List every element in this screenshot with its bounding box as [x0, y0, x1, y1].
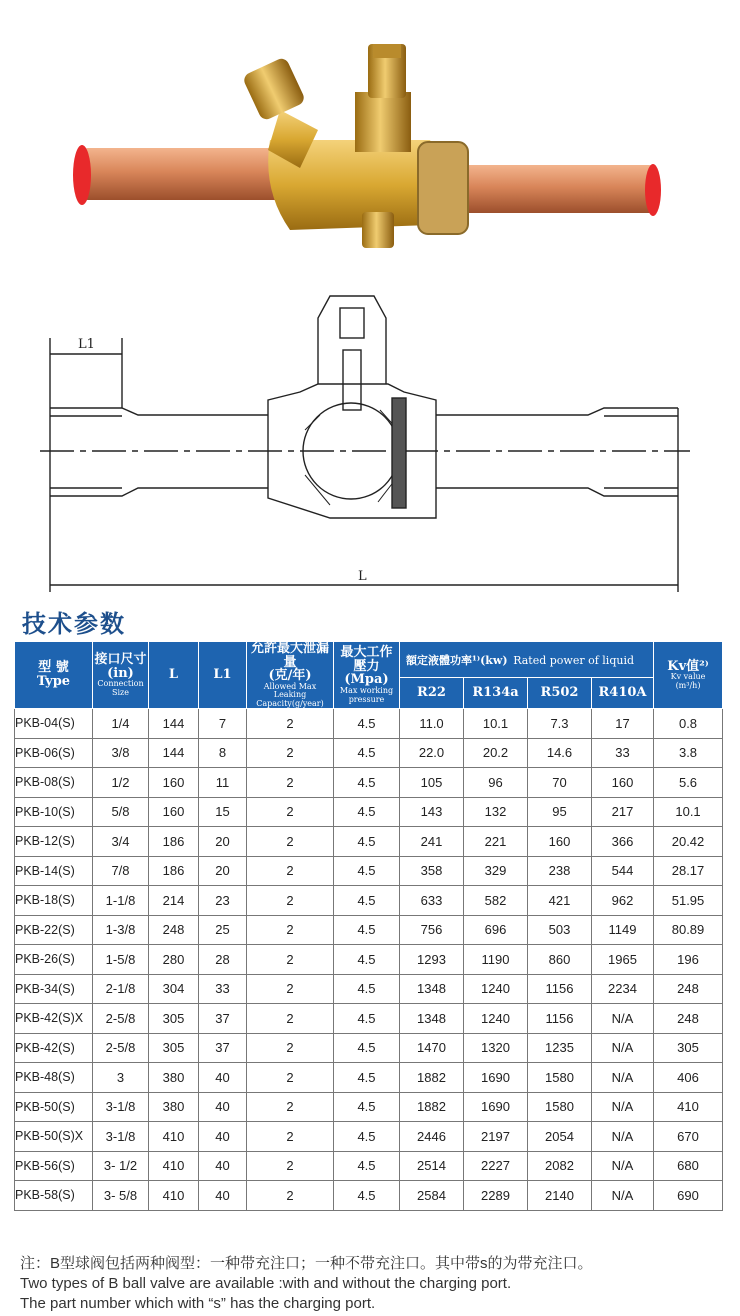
body-nut — [418, 142, 468, 234]
table-row — [15, 886, 723, 916]
model-cell: PKB-42(S) — [15, 1033, 93, 1063]
table-cell: 7 — [199, 709, 247, 739]
table-cell: 962 — [592, 886, 654, 916]
table-cell: 2054 — [528, 1122, 592, 1152]
model-cell: PKB-50(S) — [15, 1092, 93, 1122]
table-cell: 160 — [149, 797, 199, 827]
table-cell: 33 — [592, 738, 654, 768]
table-cell: 305 — [654, 1033, 723, 1063]
table-row — [15, 1004, 723, 1034]
table-cell: 1/2 — [93, 768, 149, 798]
table-row — [15, 709, 723, 739]
table-cell: 40 — [199, 1122, 247, 1152]
table-cell: 2 — [247, 768, 334, 798]
hex-cap-top — [373, 44, 401, 58]
table-cell: 7.3 — [528, 709, 592, 739]
model-cell: PKB-34(S) — [15, 974, 93, 1004]
stem — [355, 92, 411, 152]
table-cell: 2 — [247, 827, 334, 857]
model-cell: PKB-56(S) — [15, 1151, 93, 1181]
table-cell: 2 — [247, 1004, 334, 1034]
table-cell: 1156 — [528, 974, 592, 1004]
table-cell: 2234 — [592, 974, 654, 1004]
table-cell: 3-1/8 — [93, 1092, 149, 1122]
table-cell: 28 — [199, 945, 247, 975]
model-cell: PKB-04(S) — [15, 709, 93, 739]
table-cell: 380 — [149, 1092, 199, 1122]
table-cell: 7/8 — [93, 856, 149, 886]
table-cell: 582 — [464, 886, 528, 916]
table-cell: 1156 — [528, 1004, 592, 1034]
table-cell: 2 — [247, 915, 334, 945]
table-cell: 95 — [528, 797, 592, 827]
table-cell: 4.5 — [334, 856, 400, 886]
table-cell: 1293 — [400, 945, 464, 975]
table-cell: 15 — [199, 797, 247, 827]
table-cell: 4.5 — [334, 1151, 400, 1181]
left-tube-outline — [50, 408, 268, 496]
table-cell: 4.5 — [334, 797, 400, 827]
table-cell: N/A — [592, 1151, 654, 1181]
model-cell: PKB-48(S) — [15, 1063, 93, 1093]
table-cell: 2227 — [464, 1151, 528, 1181]
table-cell: 696 — [464, 915, 528, 945]
table-cell: 70 — [528, 768, 592, 798]
table-cell: 20 — [199, 827, 247, 857]
table-cell: 4.5 — [334, 738, 400, 768]
table-cell: 1320 — [464, 1033, 528, 1063]
model-cell: PKB-14(S) — [15, 856, 93, 886]
table-cell: 80.89 — [654, 915, 723, 945]
header-r134a: R134a — [464, 677, 528, 708]
table-cell: 40 — [199, 1063, 247, 1093]
header-row-1 — [15, 642, 723, 678]
technical-drawing — [0, 280, 740, 600]
table-cell: 2 — [247, 886, 334, 916]
table-cell: 160 — [149, 768, 199, 798]
table-cell: 1235 — [528, 1033, 592, 1063]
table-row — [15, 974, 723, 1004]
table-cell: 2 — [247, 1181, 334, 1211]
table-cell: 37 — [199, 1004, 247, 1034]
product-photo — [0, 0, 740, 270]
table-cell: 1690 — [464, 1063, 528, 1093]
table-cell: 3-1/8 — [93, 1122, 149, 1152]
table-cell: 2 — [247, 1063, 334, 1093]
table-row — [15, 1092, 723, 1122]
table-cell: 160 — [592, 768, 654, 798]
table-cell: 410 — [149, 1122, 199, 1152]
table-cell: 2584 — [400, 1181, 464, 1211]
header-r502: R502 — [528, 677, 592, 708]
table-cell: 144 — [149, 738, 199, 768]
table-cell: 3/4 — [93, 827, 149, 857]
table-cell: 3 — [93, 1063, 149, 1093]
table-cell: 1882 — [400, 1092, 464, 1122]
table-cell: 2 — [247, 1033, 334, 1063]
table-cell: 4.5 — [334, 915, 400, 945]
table-cell: 1690 — [464, 1092, 528, 1122]
table-cell: 305 — [149, 1004, 199, 1034]
right-copper-tube — [455, 165, 655, 213]
section-title: 技术参数 — [22, 610, 126, 638]
header-l: L — [149, 642, 199, 709]
label-l: L — [358, 569, 367, 584]
table-cell: 2289 — [464, 1181, 528, 1211]
table-cell: 329 — [464, 856, 528, 886]
note-chinese: 注：B型球阀包括两种阀型：一种带充注口；一种不带充注口。其中带s的为带充注口。 — [20, 1255, 593, 1272]
table-cell: 503 — [528, 915, 592, 945]
table-cell: 410 — [654, 1092, 723, 1122]
table-cell: 410 — [149, 1181, 199, 1211]
table-cell: 2 — [247, 797, 334, 827]
table-cell: 5.6 — [654, 768, 723, 798]
table-cell: 756 — [400, 915, 464, 945]
header-l1: L1 — [199, 642, 247, 709]
table-cell: 2082 — [528, 1151, 592, 1181]
model-cell: PKB-12(S) — [15, 827, 93, 857]
table-cell: 0.8 — [654, 709, 723, 739]
ball-hatch — [305, 410, 398, 505]
model-cell: PKB-22(S) — [15, 915, 93, 945]
table-cell: 1149 — [592, 915, 654, 945]
table-cell: 1-5/8 — [93, 945, 149, 975]
table-cell: 1965 — [592, 945, 654, 975]
table-cell: 196 — [654, 945, 723, 975]
header-pressure: 最大工作 壓力(Mpa) Max working pressure — [334, 642, 400, 709]
table-cell: 238 — [528, 856, 592, 886]
table-cell: 1580 — [528, 1092, 592, 1122]
table-cell: 4.5 — [334, 945, 400, 975]
spec-table-body — [15, 709, 723, 1211]
note-english-2: The part number which with “s” has the charging port. — [20, 1295, 376, 1312]
table-cell: 160 — [528, 827, 592, 857]
table-cell: N/A — [592, 1122, 654, 1152]
right-tube-inner — [604, 416, 678, 488]
table-cell: 860 — [528, 945, 592, 975]
table-cell: 1580 — [528, 1063, 592, 1093]
table-cell: 3/8 — [93, 738, 149, 768]
table-cell: 11 — [199, 768, 247, 798]
spec-table — [14, 641, 723, 1211]
table-cell: 10.1 — [654, 797, 723, 827]
table-cell: 3.8 — [654, 738, 723, 768]
table-cell: 2-1/8 — [93, 974, 149, 1004]
table-cell: 8 — [199, 738, 247, 768]
table-cell: 248 — [654, 1004, 723, 1034]
table-cell: 2-5/8 — [93, 1004, 149, 1034]
table-cell: 217 — [592, 797, 654, 827]
table-row — [15, 1122, 723, 1152]
table-row — [15, 915, 723, 945]
table-cell: 1240 — [464, 974, 528, 1004]
table-cell: 186 — [149, 856, 199, 886]
table-cell: 410 — [149, 1151, 199, 1181]
table-cell: 186 — [149, 827, 199, 857]
table-cell: 28.17 — [654, 856, 723, 886]
table-cell: 680 — [654, 1151, 723, 1181]
model-cell: PKB-50(S)X — [15, 1122, 93, 1152]
table-cell: 406 — [654, 1063, 723, 1093]
table-cell: 1-3/8 — [93, 915, 149, 945]
table-cell: 40 — [199, 1151, 247, 1181]
table-row — [15, 1151, 723, 1181]
model-cell: PKB-08(S) — [15, 768, 93, 798]
table-cell: 17 — [592, 709, 654, 739]
table-cell: 2446 — [400, 1122, 464, 1152]
header-r22: R22 — [400, 677, 464, 708]
table-row — [15, 856, 723, 886]
table-cell: 2 — [247, 738, 334, 768]
table-cell: 544 — [592, 856, 654, 886]
header-type: 型 號 Type — [15, 642, 93, 709]
note-english-1: Two types of B ball valve are available :with and without the charging port. — [20, 1275, 512, 1292]
seat-right — [392, 398, 406, 508]
right-tube-outline — [436, 408, 678, 496]
table-cell: 214 — [149, 886, 199, 916]
table-cell: 2 — [247, 974, 334, 1004]
table-cell: 14.6 — [528, 738, 592, 768]
table-cell: 248 — [654, 974, 723, 1004]
table-cell: 2 — [247, 709, 334, 739]
table-cell: 380 — [149, 1063, 199, 1093]
table-cell: 366 — [592, 827, 654, 857]
table-cell: 5/8 — [93, 797, 149, 827]
header-r410a: R410A — [592, 677, 654, 708]
table-cell: 633 — [400, 886, 464, 916]
table-cell: 4.5 — [334, 1004, 400, 1034]
table-cell: 1348 — [400, 1004, 464, 1034]
stem-shaft — [343, 350, 361, 410]
table-cell: 305 — [149, 1033, 199, 1063]
table-cell: 2-5/8 — [93, 1033, 149, 1063]
table-cell: 304 — [149, 974, 199, 1004]
table-cell: 4.5 — [334, 1063, 400, 1093]
table-cell: 2 — [247, 1122, 334, 1152]
table-cell: 248 — [149, 915, 199, 945]
table-cell: N/A — [592, 1092, 654, 1122]
table-cell: 4.5 — [334, 1181, 400, 1211]
table-cell: 11.0 — [400, 709, 464, 739]
table-cell: 421 — [528, 886, 592, 916]
table-cell: 2140 — [528, 1181, 592, 1211]
model-cell: PKB-10(S) — [15, 797, 93, 827]
table-row — [15, 738, 723, 768]
table-cell: 33 — [199, 974, 247, 1004]
table-cell: 144 — [149, 709, 199, 739]
table-cell: 4.5 — [334, 827, 400, 857]
table-cell: 1240 — [464, 1004, 528, 1034]
table-cell: 96 — [464, 768, 528, 798]
table-cell: 2 — [247, 856, 334, 886]
table-cell: 2 — [247, 1151, 334, 1181]
left-tube-inner — [50, 416, 122, 488]
table-cell: 22.0 — [400, 738, 464, 768]
table-cell: 40 — [199, 1181, 247, 1211]
model-cell: PKB-58(S) — [15, 1181, 93, 1211]
table-cell: 690 — [654, 1181, 723, 1211]
table-cell: 1190 — [464, 945, 528, 975]
table-cell: 2197 — [464, 1122, 528, 1152]
table-cell: 1348 — [400, 974, 464, 1004]
header-rated-power: 額定液體功率¹⁾(kw) Rated power of liquid — [400, 642, 654, 678]
header-leak: 允許最大泄漏量 (克/年) Allowed Max Leaking Capacity(g/year) — [247, 642, 334, 709]
left-red-cap — [73, 145, 91, 205]
table-cell: 20.42 — [654, 827, 723, 857]
table-cell: 4.5 — [334, 768, 400, 798]
table-cell: 51.95 — [654, 886, 723, 916]
table-row — [15, 827, 723, 857]
label-l1: L1 — [78, 337, 95, 352]
charging-port-cap — [242, 56, 307, 122]
table-cell: 23 — [199, 886, 247, 916]
table-cell: 132 — [464, 797, 528, 827]
table-cell: 1-1/8 — [93, 886, 149, 916]
table-cell: 143 — [400, 797, 464, 827]
table-row — [15, 1033, 723, 1063]
table-cell: 4.5 — [334, 1033, 400, 1063]
table-cell: N/A — [592, 1004, 654, 1034]
body-bottom-boss — [362, 212, 394, 248]
right-red-cap — [645, 164, 661, 216]
table-cell: 241 — [400, 827, 464, 857]
header-connection: 接口尺寸 (in) Connection Size — [93, 642, 149, 709]
table-cell: 10.1 — [464, 709, 528, 739]
table-cell: 4.5 — [334, 1092, 400, 1122]
table-cell: N/A — [592, 1033, 654, 1063]
table-cell: 25 — [199, 915, 247, 945]
header-kv: Kv值²⁾ Kv value (m³/h) — [654, 642, 723, 709]
table-cell: 105 — [400, 768, 464, 798]
left-copper-tube — [82, 148, 282, 200]
table-row — [15, 797, 723, 827]
table-cell: 3- 1/2 — [93, 1151, 149, 1181]
table-cell: N/A — [592, 1063, 654, 1093]
table-cell: 4.5 — [334, 974, 400, 1004]
table-cell: 4.5 — [334, 709, 400, 739]
bonnet-outline — [318, 296, 386, 384]
table-cell: 358 — [400, 856, 464, 886]
table-cell: 40 — [199, 1092, 247, 1122]
table-cell: N/A — [592, 1181, 654, 1211]
table-cell: 670 — [654, 1122, 723, 1152]
table-row — [15, 1181, 723, 1211]
bonnet-cap — [340, 308, 364, 338]
table-cell: 1882 — [400, 1063, 464, 1093]
table-cell: 280 — [149, 945, 199, 975]
notes — [20, 1254, 593, 1314]
table-cell: 4.5 — [334, 1122, 400, 1152]
table-cell: 20 — [199, 856, 247, 886]
table-cell: 1/4 — [93, 709, 149, 739]
model-cell: PKB-06(S) — [15, 738, 93, 768]
model-cell: PKB-26(S) — [15, 945, 93, 975]
table-cell: 37 — [199, 1033, 247, 1063]
table-cell: 3- 5/8 — [93, 1181, 149, 1211]
table-cell: 221 — [464, 827, 528, 857]
table-row — [15, 945, 723, 975]
table-cell: 2514 — [400, 1151, 464, 1181]
table-cell: 2 — [247, 945, 334, 975]
model-cell: PKB-18(S) — [15, 886, 93, 916]
table-cell: 4.5 — [334, 886, 400, 916]
model-cell: PKB-42(S)X — [15, 1004, 93, 1034]
table-cell: 20.2 — [464, 738, 528, 768]
table-row — [15, 1063, 723, 1093]
table-cell: 2 — [247, 1092, 334, 1122]
table-cell: 1470 — [400, 1033, 464, 1063]
table-row — [15, 768, 723, 798]
